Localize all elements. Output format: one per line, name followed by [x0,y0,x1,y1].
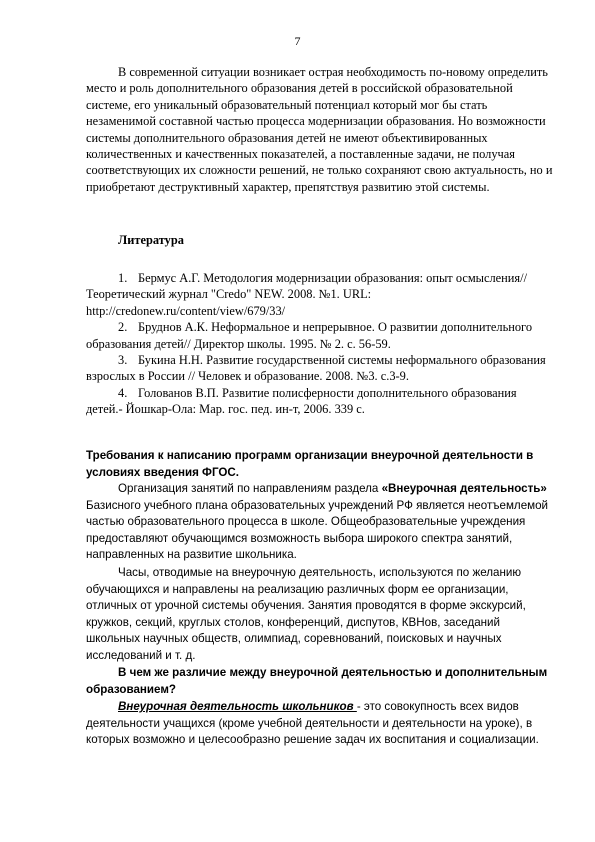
literature-item-text: Бруднов А.К. Неформальное и непрерывное. О развитии дополнительного образования детей// Директор школы. 1995. № 2. с. 56-59. [86,320,533,351]
requirements-paragraph-1 [86,481,554,564]
requirements-heading: Требования к написанию программ организации внеурочной деятельности в условиях введения ФГОС. [86,449,534,479]
definition-text: - это совокупность всех видов деятельности учащихся (кроме учебной деятельности и деятельности на уроке), в которых возможно и целесообразно решение задач их воспитания и социализации. [86,700,539,747]
literature-item-number: 3. [118,353,128,368]
literature-item-text: Голованов В.П. Развитие полисферности дополнительного образования детей.- Йошкар-Ола: Мар. гос. пед. ин-т, 2006. 339 с. [86,385,517,417]
page-number: 7 [294,34,301,48]
section-name: «Внеурочная деятельность» [381,482,547,495]
literature-item-text: Бермус А.Г. Методология модернизации образования: опыт осмысления//Теоретический журнал "Credo" NEW. 2008. №1. URL: http://credonew.ru/content/view/679/33/ [86,271,528,318]
literature-item [86,270,554,319]
intro-paragraph: В современной ситуации возникает острая необходимость по-новому определить место и роль дополнительного образования детей в российской образовательной системе, его уникальный образовательный потенциал который мог бы стать незаменимой составной частью процесса модернизации образования. Но возможности системы дополнительного образования детей не имеют объективированных количественных и качественных показателей, а поставленные задачи, не получая соответствующих их сложности решений, не только сохраняют свою актуальность, но и приобретают деструктивный характер, препятствуя развитию этой системы. [86,65,553,194]
requirements-p1-rest: Базисного учебного плана образовательных учреждений РФ является неотъемлемой частью образовательного процесса в школе. Общеобразовательные учреждения предоставляют обучающимся возможность выбора широкого спектра занятий, направленных на развитие школьника. [86,498,549,562]
requirements-p1-start: Организация занятий по направлениям раздела [118,482,382,495]
question-heading: В чем же различие между внеурочной деятельностью и дополнительным образованием? [86,666,548,696]
literature-item-text: Букина Н.Н. Развитие государственной системы неформального образования взрослых в России // Человек и образование. 2008. №3. с.3-9. [86,353,546,384]
literature-item-number: 4. [118,385,128,400]
definition-paragraph [86,699,554,749]
literature-item [86,352,554,385]
literature-item-number: 2. [118,320,128,335]
literature-title: Литература [118,233,184,247]
definition-term: Внеурочная деятельность школьников [118,700,357,713]
literature-list [86,270,554,418]
literature-item-number: 1. [118,271,128,285]
literature-item [86,385,554,418]
requirements-paragraph-2: Часы, отводимые на внеурочную деятельность, используются по желанию обучающихся и направлены на реализацию различных форм ее организации, отличных от урочной системы обучения. Занятия проводятся в форме экскурсий, кружков, секций, круглых столов, конференций, диспутов, КВНов, заседаний школьных научных обществ, олимпиад, соревнований, поисковых и научных исследований и т. д. [86,566,526,662]
literature-item [86,319,554,352]
